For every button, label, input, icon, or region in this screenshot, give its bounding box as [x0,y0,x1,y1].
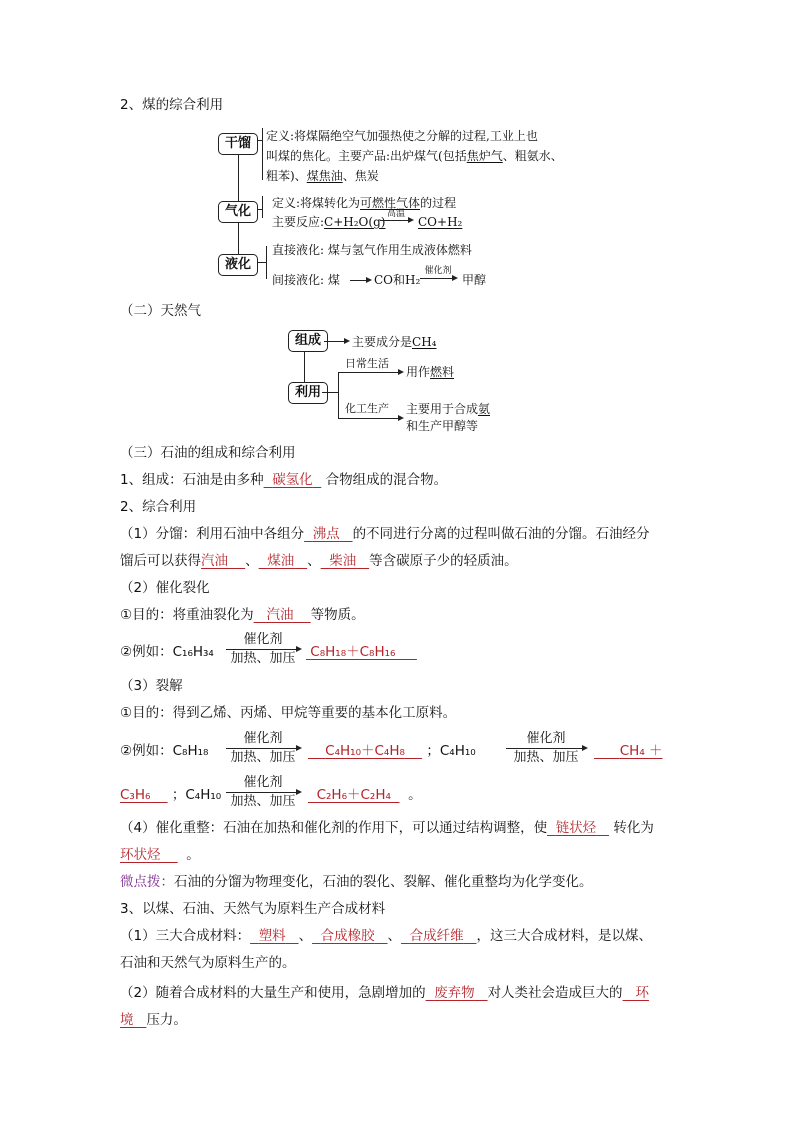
tip-label: 微点拨： [120,874,174,890]
chem-label: 化工生产 [345,402,389,415]
pyrolysis-condition-arrow-1: 催化剂 加热、加压 [226,731,300,766]
liyong-box: 利用 [288,382,328,404]
yehua-condition-arrow: 催化剂 [420,266,456,280]
distillation-para-1: （1）分馏：利用石油中各组分 沸点 的不同进行分离的过程叫做石油的分馏。石油经分 [120,526,650,542]
answer-blank: CH₄ ＋ [619,743,663,759]
chem-text-1: 主要用于合成氨 [406,402,491,416]
pyrolysis-product-1: C₄H₁₀＋C₄H₈ ；C₄H₁₀ [308,741,476,761]
yehua-indirect-c: 甲醇 [462,273,487,287]
synthetic-materials-para-2: 石油和天然气为原料生产的。 [120,955,296,971]
yehua-indirect-a: 间接液化: 煤 [272,273,340,287]
cracking-product [306,642,417,662]
pyrolysis-condition-arrow-2: 催化剂 加热、加压 [506,731,586,766]
reforming-para-1: （4）催化重整：石油在加热和催化剂的作用下，可以通过结构调整，使 链状烃 转化为 [120,820,654,836]
qihua-product: CO+H₂ [418,215,463,229]
yehua-direct: 直接液化: 煤与氢气作用生成液体燃料 [272,243,472,257]
pyrolysis-purpose: ①目的：得到乙烯、丙烯、甲烷等重要的基本化工原料。 [120,705,457,721]
answer-blank: C₈H₁₈＋C₈H₁₆ [310,644,396,660]
ganliu-line-2: 叫煤的焦化。主要产品:出炉煤气(包括焦炉气、粗氨水、 [266,149,563,163]
arrow-icon [350,280,370,281]
pyrolysis-example-label: ②例如：C₈H₁₈ [120,743,209,759]
section-heading-oil: （三）石油的组成和综合利用 [120,445,296,461]
cracking-condition-arrow: 催化剂 加热、加压 [226,632,300,667]
yehua-box: 液化 [218,254,258,276]
pyrolysis-condition-arrow-3: 催化剂 加热、加压 [226,775,300,810]
answer-blank: 塑料 [258,928,286,944]
answer-blank: 链状烃 [555,820,597,836]
oil-utilization-heading: 2、综合利用 [120,499,197,515]
pyrolysis-product-2-cont: C₃H₆ ；C₄H₁₀ [120,787,222,803]
answer-blank: C₄H₁₀＋C₄H₈ [325,743,405,759]
arrow-icon [338,418,402,419]
answer-blank: 汽油 [266,607,294,623]
answer-blank: 碳氢化 [272,472,313,488]
tip-note: 微点拨：石油的分馏为物理变化，石油的裂化、裂解、催化重整均为化学变化。 [120,874,593,890]
qihua-condition-arrow: 高温 [380,209,412,222]
answer-blank: 废弃物 [434,985,475,1001]
answer-blank: 煤油 [267,553,295,569]
diagram-connector [322,392,338,393]
diagram-brace-qihua [262,196,263,218]
daily-label: 日常生活 [345,357,389,370]
oil-composition: 1、组成：石油是由多种 碳氢化 合物组成的混合物。 [120,472,448,488]
synthetic-materials-para-1: （1）三大合成材料： 塑料 、 合成橡胶 、 合成纤维 ，这三大合成材料，是以煤、 [120,928,652,944]
diagram-brace-yehua [266,246,267,279]
cracking-purpose: ①目的：将重油裂化为 汽油 等物质。 [120,607,365,623]
ganliu-line-1: 定义:将煤隔绝空气加强热使之分解的过程,工业上也 [266,129,538,143]
qihua-line-2: 主要反应:C+H₂O(g) [272,215,386,229]
synthetic-materials-heading: 3、以煤、石油、天然气为原料生产合成材料 [120,901,386,917]
pyrolysis-heading: （3）裂解 [120,678,183,694]
answer-blank: C₃H₆ [120,787,151,803]
answer-blank: 合成纤维 [409,928,464,944]
yehua-indirect-b: CO和H₂ [374,273,421,287]
pyrolysis-product-2 [594,741,663,761]
environment-para-1: （2）随着合成材料的大量生产和使用，急剧增加的 废弃物 对人类社会造成巨大的 环 [120,985,649,1001]
arrow-icon [324,341,348,342]
qihua-box: 气化 [218,201,258,223]
chem-text-2: 和生产甲醇等 [406,419,479,433]
ganliu-box: 干馏 [218,133,258,155]
daily-text: 用作燃料 [406,365,455,379]
answer-blank: 汽油 [201,553,228,569]
zucheng-text: 主要成分是CH₄ [352,335,437,349]
answer-blank: C₂H₆＋C₂H₄ [316,787,391,803]
arrow-icon [338,372,402,373]
answer-blank: 沸点 [312,526,340,542]
distillation-para-2: 馏后可以获得汽油 、 煤油 、 柴油 等含碳原子少的轻质油。 [120,553,518,569]
section-heading-gas: （二）天然气 [120,303,201,319]
answer-blank: 环状烃 [120,847,161,863]
cracking-example-label: ②例如：C₁₆H₃₄ [120,644,214,660]
answer-blank: 境 [120,1012,134,1028]
zucheng-box: 组成 [288,330,328,352]
reforming-para-2: 环状烃 。 [120,847,200,863]
cracking-heading: （2）催化裂化 [120,580,210,596]
answer-blank: 合成橡胶 [320,928,375,944]
pyrolysis-product-3: C₂H₆＋C₂H₄ 。 [308,785,422,805]
section-heading-coal: 2、煤的综合利用 [120,97,224,113]
diagram-brace [338,372,339,418]
qihua-line-1: 定义:将煤转化为可燃性气体的过程 [272,196,457,210]
diagram-link [304,352,305,382]
ganliu-line-3: 粗苯)、煤焦油、焦炭 [266,169,379,183]
answer-blank: 柴油 [329,553,357,569]
environment-para-2: 境 压力。 [120,1012,187,1028]
diagram-brace-ganliu [262,128,263,180]
answer-blank: 环 [635,985,649,1001]
